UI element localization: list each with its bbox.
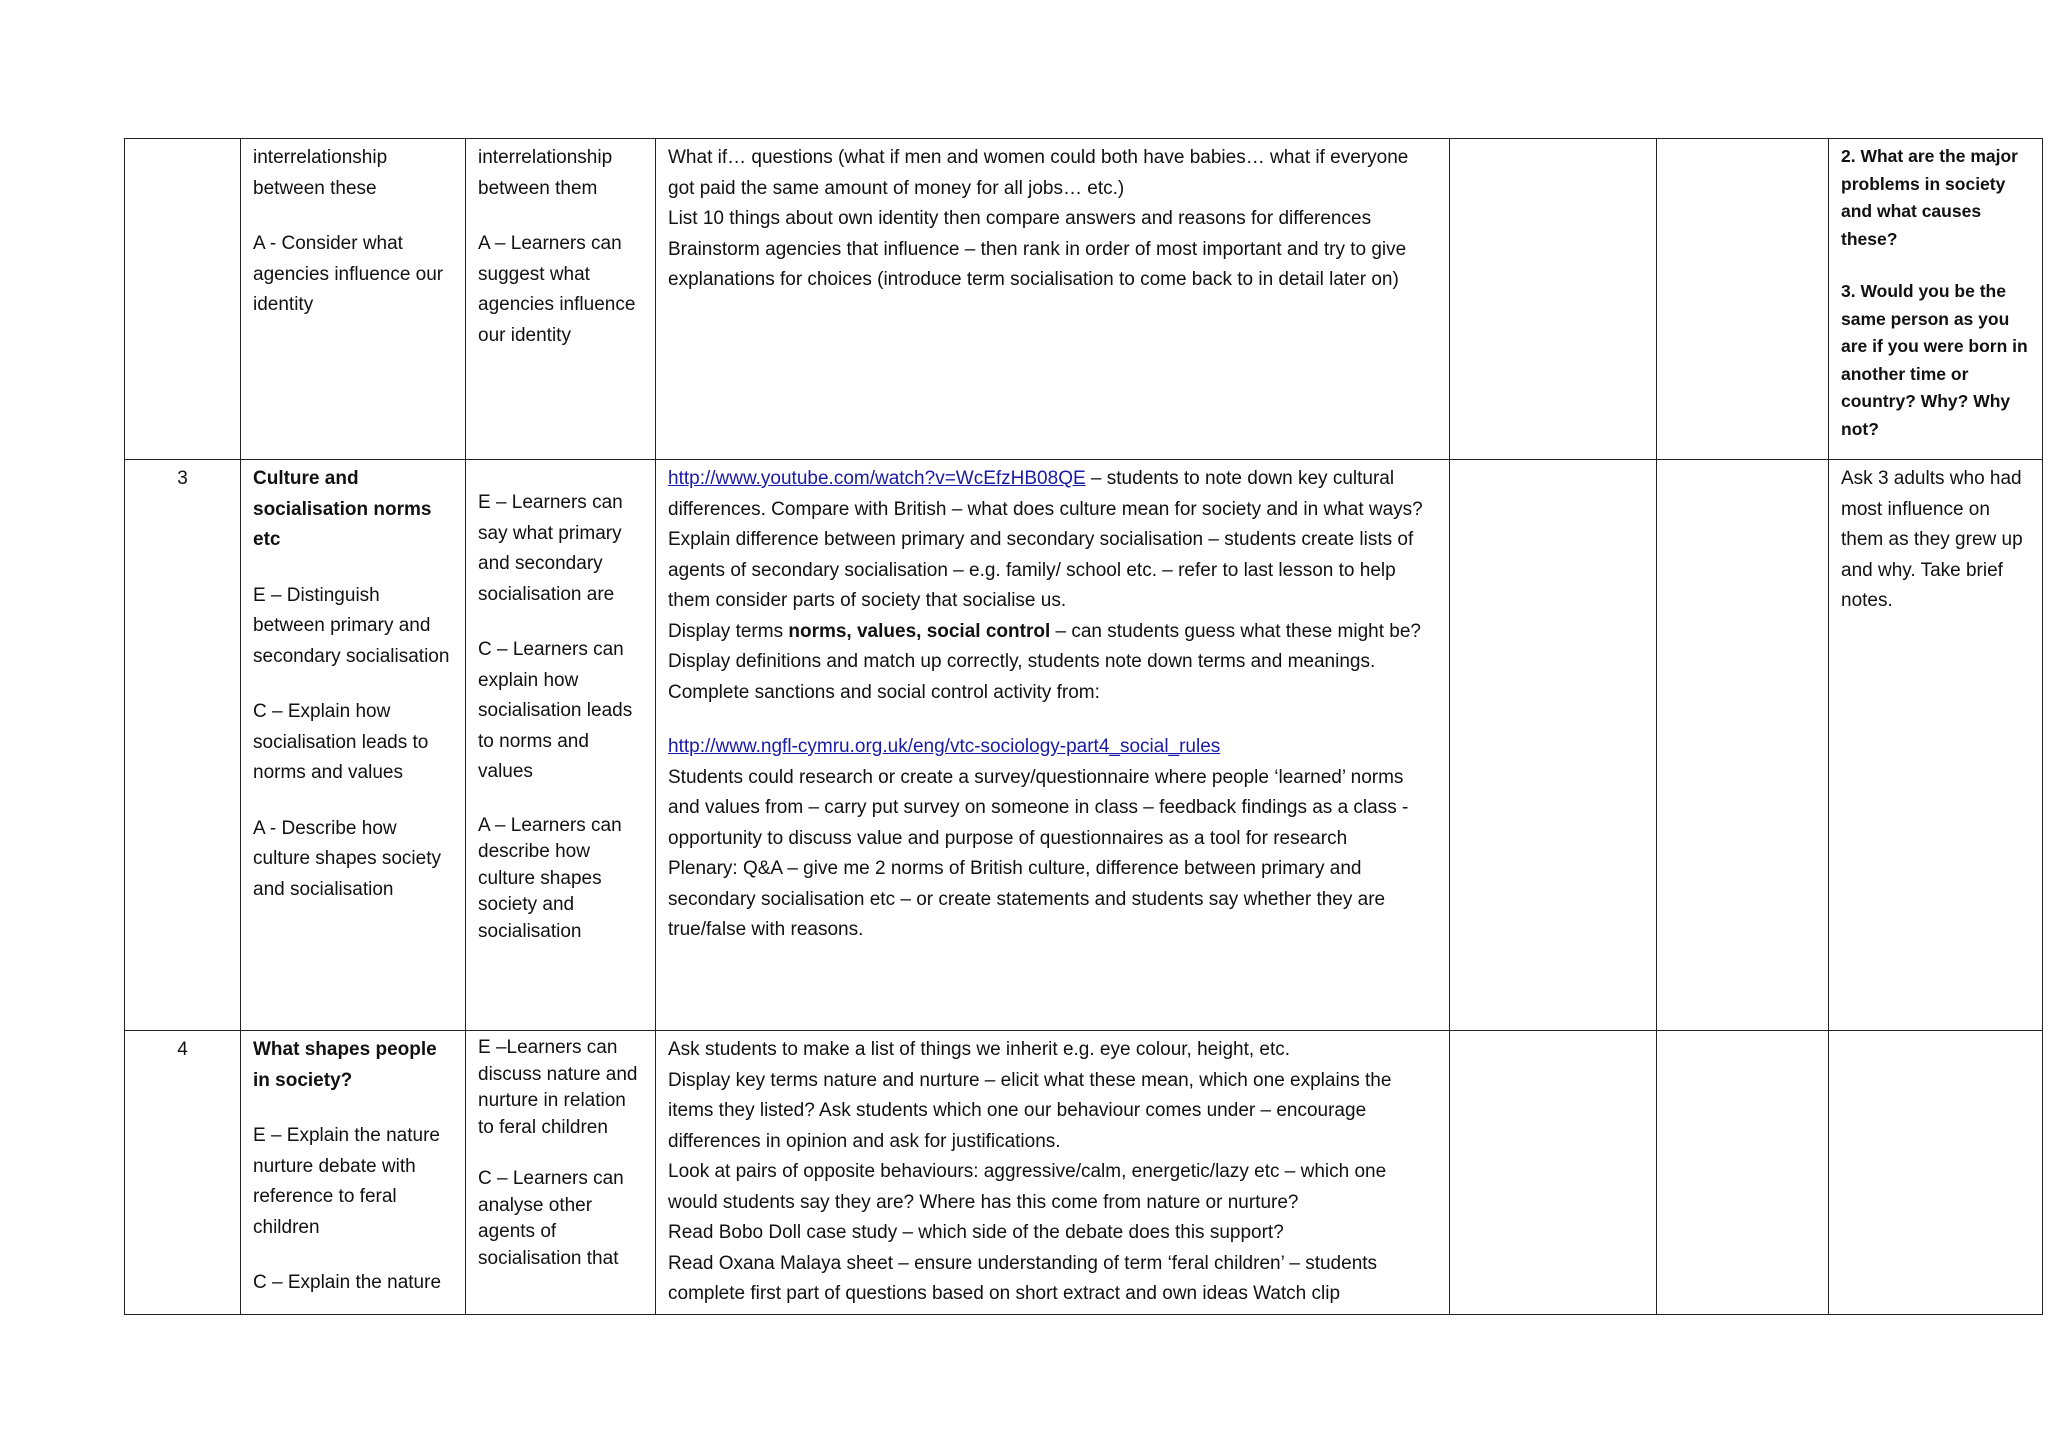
table-row — [125, 460, 2043, 1031]
activities-cell — [656, 1031, 1450, 1315]
activity-text: Read Oxana Malaya sheet – ensure understanding of term ‘feral children’ – students complete first part of questions based on short extract and own ideas Watch clip — [668, 1252, 1378, 1304]
lesson-number-cell — [125, 139, 241, 460]
activity-text: Brainstorm agencies that influence – then rank in order of most important and try to give explanations for choices (introduce term socialisation to come back to in detail later on) — [668, 238, 1407, 290]
activity-text: Read Bobo Doll case study – which side of the debate does this support? — [668, 1222, 1284, 1243]
empty-cell — [1657, 139, 1829, 460]
objective-text: C – Explain how socialisation leads to norms and values — [253, 701, 429, 783]
objectives-cell — [241, 460, 466, 1031]
activity-text — [668, 464, 1437, 617]
objective-text: A - Describe how culture shapes society and socialisation — [253, 817, 441, 900]
homework-question: 2. What are the major problems in society and what causes these? — [1841, 146, 2018, 249]
activity-text: Plenary: Q&A – give me 2 norms of British culture, difference between primary and secondary socialisation etc – or create statements and students say whether they are true/false with reasons. — [668, 858, 1386, 940]
activity-text — [668, 617, 1437, 678]
activity-text: Look at pairs of opposite behaviours: aggressive/calm, energetic/lazy etc – which one would students say they are? Where has this come from nature or nurture? — [668, 1161, 1387, 1213]
outcomes-cell — [466, 139, 656, 460]
activity-text-part: Display terms — [668, 620, 789, 642]
table-row — [125, 139, 2043, 460]
activity-text: What if… questions (what if men and women could both have babies… what if everyone got paid the same amount of money for all jobs… etc.) — [668, 147, 1409, 199]
homework-cell — [1829, 139, 2043, 460]
homework-question: 3. Would you be the same person as you are if you were born in another time or country? Why? Why not? — [1841, 281, 2028, 439]
empty-cell — [1657, 460, 1829, 1031]
activity-text: Students could research or create a survey/questionnaire where people ‘learned’ norms and values from – carry put survey on someone in class – feedback findings as a class - opportunity to discuss value and purpose of questionnaires as a tool for research — [668, 766, 1409, 849]
objective-text: E – Explain the nature nurture debate with reference to feral children — [253, 1125, 440, 1238]
empty-cell — [1829, 1031, 2043, 1315]
outcome-text: A – Learners can describe how culture shapes society and socialisation — [478, 814, 622, 942]
objective-text: A - Consider what agencies influence our identity — [253, 233, 444, 315]
empty-cell — [1657, 1031, 1829, 1315]
activity-text: List 10 things about own identity then compare answers and reasons for differences — [668, 208, 1372, 229]
lesson-number-cell: 4 — [125, 1031, 241, 1315]
objective-text: E – Distinguish between primary and secondary socialisation — [253, 584, 450, 667]
empty-cell — [1450, 139, 1657, 460]
empty-cell — [1450, 460, 1657, 1031]
key-terms: norms, values, social control — [788, 620, 1051, 642]
outcome-text: C – Learners can explain how socialisation leads to norms and values — [478, 639, 633, 782]
outcome-text: interrelationship between them — [478, 147, 613, 199]
empty-cell — [1450, 1031, 1657, 1315]
homework-cell — [1829, 460, 2043, 1031]
outcome-text: C – Learners can analyse other agents of socialisation that — [478, 1168, 624, 1269]
outcomes-cell — [466, 460, 656, 1031]
homework-text: Ask 3 adults who had most influence on them as they grew up and why. Take brief notes. — [1841, 468, 2023, 611]
outcome-text: A – Learners can suggest what agencies influence our identity — [478, 233, 636, 346]
table-row — [125, 1031, 2043, 1315]
outcome-text: E – Learners can say what primary and secondary socialisation are — [478, 492, 623, 605]
ngfl-link[interactable]: http://www.ngfl-cymru.org.uk/eng/vtc-sociology-part4_social_rules — [668, 736, 1221, 757]
activity-text-part: – students to note down key cultural differences. Compare with British – what does culture mean for society and in what ways? Explain difference between primary and secondary socialisation – students create lists of agents of secondary socialisation – e.g. family/ school etc. – refer to last lesson to help them consider parts of society that socialise us. — [668, 468, 1423, 611]
lesson-title: Culture and socialisation norms etc — [253, 468, 432, 550]
objective-text: interrelationship between these — [253, 147, 388, 199]
lesson-number-cell: 3 — [125, 460, 241, 1031]
activity-text — [668, 732, 1437, 763]
objective-text: C – Explain the nature — [253, 1272, 442, 1293]
lesson-title: What shapes people in society? — [253, 1039, 437, 1091]
activity-text-part: – can students guess what these might be? Display definitions and match up correctly, students note down terms and meanings. — [668, 620, 1421, 672]
objectives-cell — [241, 1031, 466, 1315]
activity-text: Display key terms nature and nurture – elicit what these mean, which one explains the items they listed? Ask students which one our behaviour comes under – encourage differences in opinion and ask for justifications. — [668, 1069, 1392, 1152]
activities-cell — [656, 460, 1450, 1031]
activity-text: Ask students to make a list of things we inherit e.g. eye colour, height, etc. — [668, 1039, 1291, 1060]
outcome-text: E –Learners can discuss nature and nurture in relation to feral children — [478, 1037, 638, 1138]
outcomes-cell — [466, 1031, 656, 1315]
activities-cell — [656, 139, 1450, 460]
activity-text: Complete sanctions and social control activity from: — [668, 681, 1100, 703]
youtube-link[interactable]: http://www.youtube.com/watch?v=WcEfzHB08QE — [668, 468, 1086, 489]
objectives-cell — [241, 139, 466, 460]
lesson-plan-table — [124, 138, 2043, 1315]
